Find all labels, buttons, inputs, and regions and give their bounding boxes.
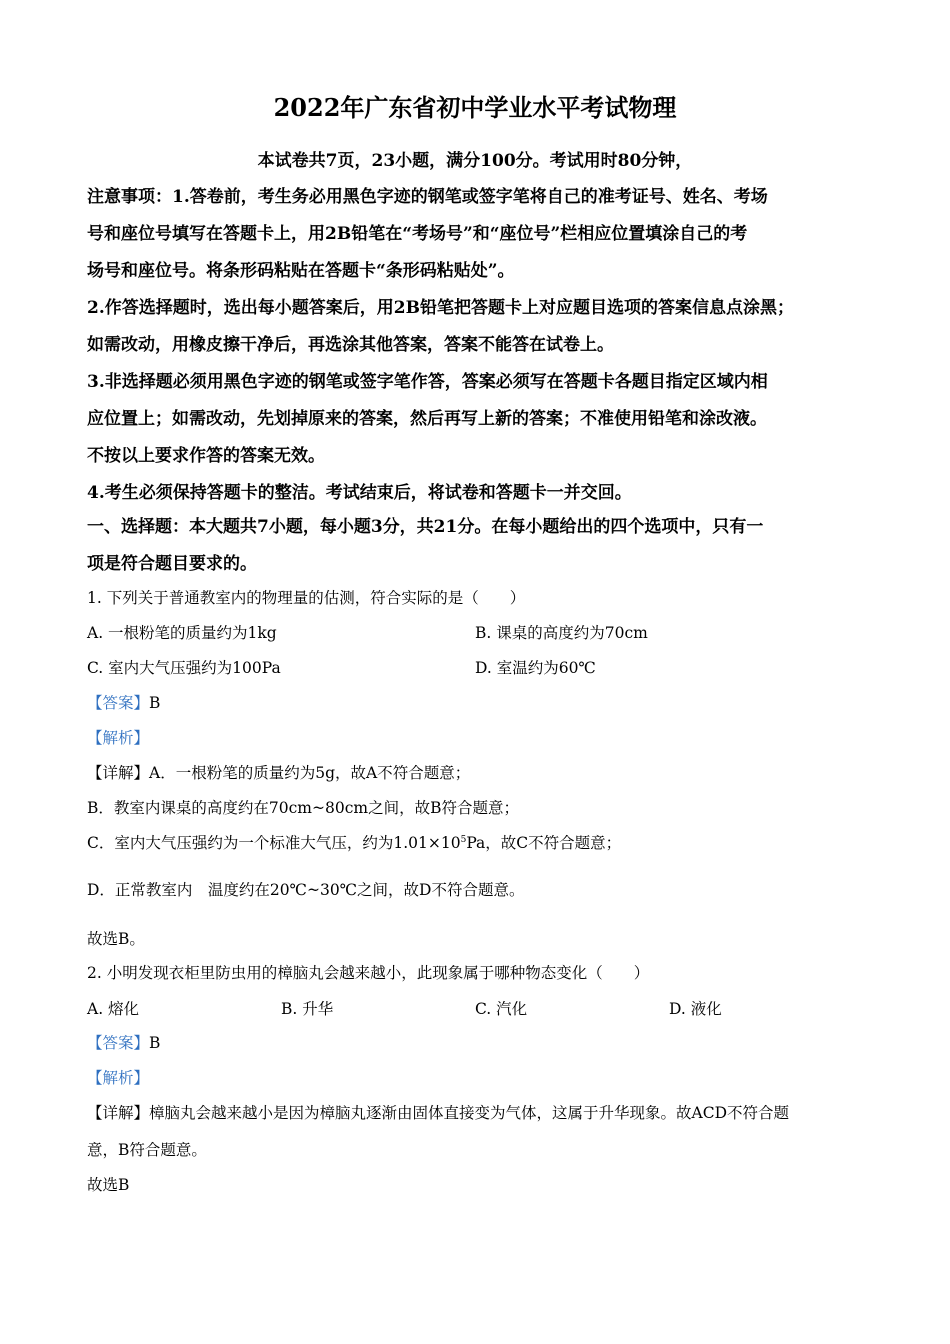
analysis-tag: 【解析】 (87, 1069, 150, 1087)
option-a: A. 一根粉笔的质量约为1kg (87, 624, 277, 642)
conclusion: 故选B。 (87, 930, 145, 948)
section-heading: 一、选择题：本大题共7小题，每小题3分，共21分。在每小题给出的四个选项中，只有一 (87, 517, 764, 537)
detail-text: C．室内大气压强约为一个标准大气压，约为1.01×10 (87, 834, 461, 852)
analysis-tag: 【解析】 (87, 729, 150, 747)
option-d: D. 液化 (669, 1000, 722, 1018)
answer-tag: 【答案】 (87, 694, 150, 712)
detail-tag: 【详解】 (87, 764, 150, 782)
detail-text: Pa，故C不符合题意； (466, 834, 622, 852)
option-c: C. 室内大气压强约为100Pa (87, 659, 281, 677)
question-stem: 2. 小明发现衣柜里防虫用的樟脑丸会越来越小，此现象属于哪种物态变化（ ） (87, 964, 650, 982)
conclusion: 故选B (87, 1176, 130, 1194)
notice-line: 4.考生必须保持答题卡的整洁。考试结束后，将试卷和答题卡一并交回。 (87, 483, 632, 503)
notice-line: 3.非选择题必须用黑色字迹的钢笔或签字笔作答，答案必须写在答题卡各题目指定区域内相 (87, 372, 768, 392)
detail-line (87, 1101, 789, 1123)
answer-value: B (149, 1034, 161, 1052)
option-c: C. 汽化 (475, 1000, 528, 1018)
notice-line: 不按以上要求作答的答案无效。 (87, 446, 325, 466)
notice-line: 2.作答选择题时，选出每小题答案后，用2B铅笔把答题卡上对应题目选项的答案信息点涂黑； (87, 298, 794, 318)
notice-line: 应位置上；如需改动，先划掉原来的答案，然后再写上新的答案；不准使用铅笔和涂改液。 (87, 409, 767, 429)
detail-text: 樟脑丸会越来越小是因为樟脑丸逐渐由固体直接变为气体，这属于升华现象。故ACD不符合题 (149, 1104, 789, 1122)
answer-line (87, 691, 160, 713)
detail-line: 意，B符合题意。 (87, 1141, 207, 1159)
exponent: 5 (460, 834, 467, 845)
answer-line (87, 1031, 160, 1053)
notice-line: 注意事项：1.答卷前，考生务必用黑色字迹的钢笔或签字笔将自己的准考证号、姓名、考场 (87, 187, 768, 207)
detail-tag: 【详解】 (87, 1104, 150, 1122)
question-stem: 1. 下列关于普通教室内的物理量的估测，符合实际的是（ ） (87, 589, 526, 607)
detail-line: B．教室内课桌的高度约在70cm~80cm之间，故B符合题意； (87, 799, 519, 817)
notice-line: 场号和座位号。将条形码粘贴在答题卡“条形码粘贴处”。 (87, 261, 515, 281)
detail-line (87, 831, 621, 853)
notice-line: 号和座位号填写在答题卡上，用2B铅笔在“考场号”和“座位号”栏相应位置填涂自己的考 (87, 224, 748, 244)
detail-line (87, 761, 470, 783)
option-b: B. 升华 (281, 1000, 334, 1018)
page-title: 2022年广东省初中学业水平考试物理 (273, 93, 677, 122)
answer-tag: 【答案】 (87, 1034, 150, 1052)
notice-line: 如需改动，用橡皮擦干净后，再选涂其他答案，答案不能答在试卷上。 (87, 335, 614, 355)
detail-text: A．一根粉笔的质量约为5g，故A不符合题意； (149, 764, 471, 782)
option-a: A. 熔化 (87, 1000, 140, 1018)
detail-line: D．正常教室内 温度约在20℃~30℃之间，故D不符合题意。 (87, 881, 525, 899)
option-b: B. 课桌的高度约为70cm (475, 624, 648, 642)
option-d: D. 室温约为60℃ (475, 659, 596, 677)
exam-summary: 本试卷共7页，23小题，满分100分。考试用时80分钟， (257, 151, 693, 171)
answer-value: B (149, 694, 161, 712)
section-heading: 项是符合题目要求的。 (87, 554, 257, 574)
